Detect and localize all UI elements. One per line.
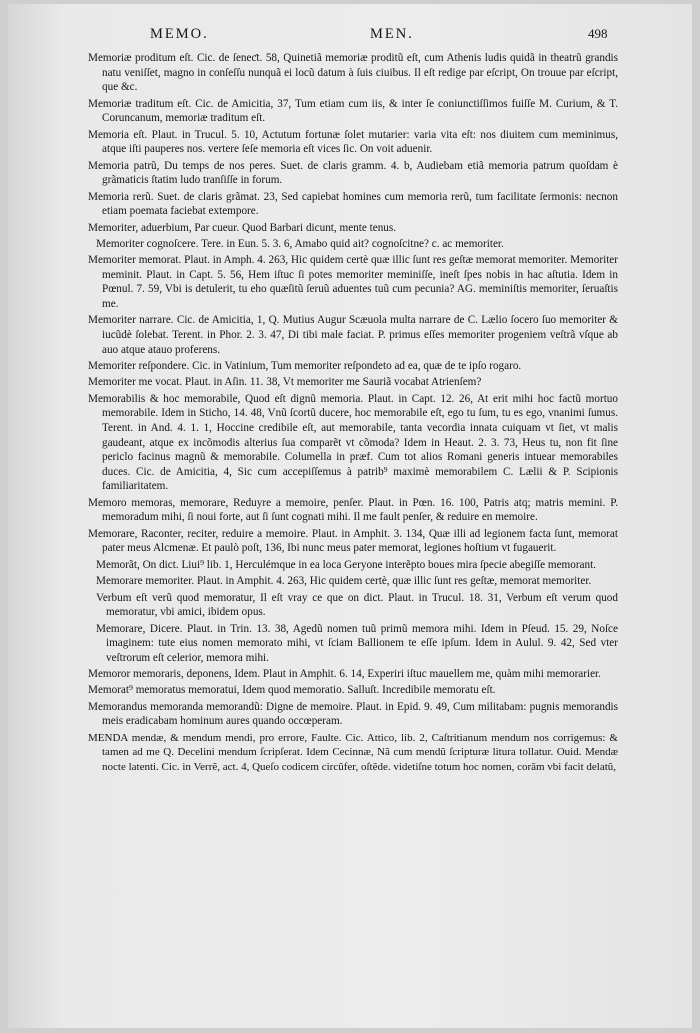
- running-header: [8, 26, 692, 48]
- dictionary-entry: Memorare, Dicere. Plaut. in Trin. 13. 38, Agedũ nomen tuũ primũ memora mihi. Idem in Pſeud. 15. 29, Noſce imaginem: tute eius nomen memorato mihi, vt ſciam Ballionem te eſſe ipſum. Idem in Aulul. 9. 42, Sed vter veſtrorum eſt celerior, memora mihi.: [96, 622, 618, 664]
- dictionary-entry: Memorare, Raconter, reciter, reduire a memoire. Plaut. in Amphit. 3. 134, Quæ illi ad legionem facta ſunt, memorat pater meus Alcmenæ. Et paulò poſt, 136, Ibi nunc meus pater memorat, legiones hoſtium vt fugauerit.: [88, 527, 618, 555]
- book-page: [8, 4, 692, 1028]
- page-number: 498: [588, 26, 608, 41]
- dictionary-entry: Memorandus memoranda memorandũ: Digne de memoire. Plaut. in Epid. 9. 49, Cum militabam: pugnis memorandis meis eradicabam hominum aures quando occœperam.: [88, 700, 618, 728]
- dictionary-entry: Memoria rerũ. Suet. de claris grãmat. 23, Sed capiebat homines cum memoria rerũ, tum facilitate ſermonis: necnon etiam poemata faciebat extempore.: [88, 190, 618, 218]
- dictionary-entry: Memoriter me vocat. Plaut. in Aſin. 11. 38, Vt memoriter me Sauriã vocabat Atrienſem?: [88, 376, 482, 389]
- dictionary-entries: [88, 51, 618, 776]
- header-left: MEMO.: [150, 26, 209, 42]
- dictionary-entry: Memoriter, aduerbium, Par cueur. Quod Barbari dicunt, mente tenus.: [88, 221, 397, 234]
- dictionary-entry: Memoriter narrare. Cic. de Amicitia, 1, Q. Mutius Augur Scæuola multa narrare de C. Lælio ſocero ſuo memoriter & iucũdè ſolebat. Terent. in Phor. 2. 3. 47, Di tibi male faciat. P. primus eſſes memoriter progeniem veſtrã vſque ab auo atque atauo proferens.: [88, 314, 618, 356]
- dictionary-entry: Memoriter reſpondere. Cic. in Vatinium, Tum memoriter reſpondeto ad ea, quæ de te ipſo rogaro.: [88, 360, 522, 373]
- dictionary-entry: Memoria patrũ, Du temps de nos peres. Suet. de claris gramm. 4. b, Audiebam etiã memoria patrum quoſdam è grãmaticis ſtatim ludo tranſiſſe in forum.: [88, 159, 618, 187]
- dictionary-entry: MENDA mendæ, & mendum mendi, pro errore, Faulte. Cic. Attico, lib. 2, Caſtritianum mendum nos corrigemus: & tamen ad me Q. Decelini mendum ſcripſerat. Idem Cecinnæ, Nã cum mendũ ſcripturæ litura tollatur. Ouid. Mendæ nocte latenti. Cic. in Verrẽ, act. 4, Queſo codicem circũfer, oſtẽde. videtiſne totum hoc nomen, corãm vbi facit delatũ,: [88, 731, 618, 774]
- dictionary-entry: Memoro memoras, memorare, Reduyre a memoire, penſer. Plaut. in Pœn. 16. 100, Patris atq; matris memini. P. memoradum mihi, ſi noui forte, aut ſi ſunt cognati mihi. Il me fault penſer, & reduire en memoire.: [88, 496, 618, 524]
- dictionary-entry: Memorabilis & hoc memorabile, Quod eſt dignũ memoria. Plaut. in Capt. 12. 26, At erit mihi hoc factũ mortuo memorabile. Idem in Sticho, 14. 48, Vnũ ſcortũ ducere, hoc memorabile eſt, ego tu ſum, tu es ego, vnanimi ſumus. Terent. in And. 4. 1. 1, Hoccine credibile eſt, aut memorabile, tanta vecordia innata cuiquam vt ſiet, vt malis gaudeant, atque ex incõmodis alterius ſua comparẽt vt cõmoda? Idem in Heaut. 2. 3. 73, Heus tu, non fit ſine periclo facinus magnũ & memorabile. Columella in præf. Cum tot alios Romani generis intuear memorabiles duces. Cic. de Amicitia, 4, Sic cum accepiſſemus à patrib⁹ maximè memorabilem C. Lælii & P. Scipionis familiaritatem.: [88, 392, 618, 493]
- dictionary-entry: Memoriæ proditum eſt. Cic. de ſeneƈt. 58, Quinetiã memoriæ proditũ eſt, cum Athenis ludis quidã in theatrũ grandis natu veniſſet, magno in conſeſſu nunquã ei locũ datum à ſuis ciuibus. Il eſt redige par eſcript, On trouue par eſcript, que &c.: [88, 52, 618, 94]
- dictionary-entry: Memoriter memorat. Plaut. in Amph. 4. 263, Hic quidem certè quæ illic ſunt res geſtæ memorat memoriter. Memoriter meminit. Plaut. in Capt. 5. 56, Hem iſtuc ſi potes memoriter meminiſſe, ineſt ſpes nobis in hac aſtutia. Idem in Pœnul. 7. 59, Vbi is detulerit, tu eho quæſitũ ſeruũ aduentes tuũ cum pecunia? AG. meminiſtis memoriter, ſeruaſtis me.: [88, 254, 618, 311]
- dictionary-entry: Memorãt, On dict. Liui⁹ lib. 1, Herculémque in ea loca Geryone interẽpto boues mira ſpecie abegiſſe memorant.: [96, 558, 597, 571]
- dictionary-entry: Memoriæ traditum eſt. Cic. de Amicitia, 37, Tum etiam cum iis, & inter ſe coniunctiſſimos fuiſſe M. Curium, & T. Coruncanum, memoriæ traditum eſt.: [88, 97, 618, 125]
- dictionary-entry: Memoror memoraris, deponens, Idem. Plaut in Amphit. 6. 14, Experiri iſtuc mauellem me, quàm mihi memorarier.: [88, 668, 601, 681]
- dictionary-entry: Memorat⁹ memoratus memoratui, Idem quod memoratio. Salluſt. Incredibile memoratu eſt.: [88, 684, 496, 697]
- dictionary-entry: Verbum eſt verũ quod memoratur, Il eſt vray ce que on dict. Plaut. in Trucul. 18. 31, Verbum eſt verum quod memoratur, vbi amici, ibidem opus.: [96, 591, 618, 619]
- dictionary-entry: Memoriter cognoſcere. Tere. in Eun. 5. 3. 6, Amabo quid ait? cognoſcitne? c. ac memoriter.: [96, 237, 504, 250]
- dictionary-entry: Memorare memoriter. Plaut. in Amphit. 4. 263, Hic quidem certè, quæ illic ſunt res geſtæ, memorat memoriter.: [96, 575, 592, 588]
- header-right: MEN.: [370, 26, 414, 42]
- dictionary-entry: Memoria eſt. Plaut. in Trucul. 5. 10, Actutum fortunæ ſolet mutarier: varia vita eſt: nos diuitem cum meminimus, atque iſti pauperes nos. vertere ſeſe memoria eſt vices ſic. On voit aduenir.: [88, 128, 618, 156]
